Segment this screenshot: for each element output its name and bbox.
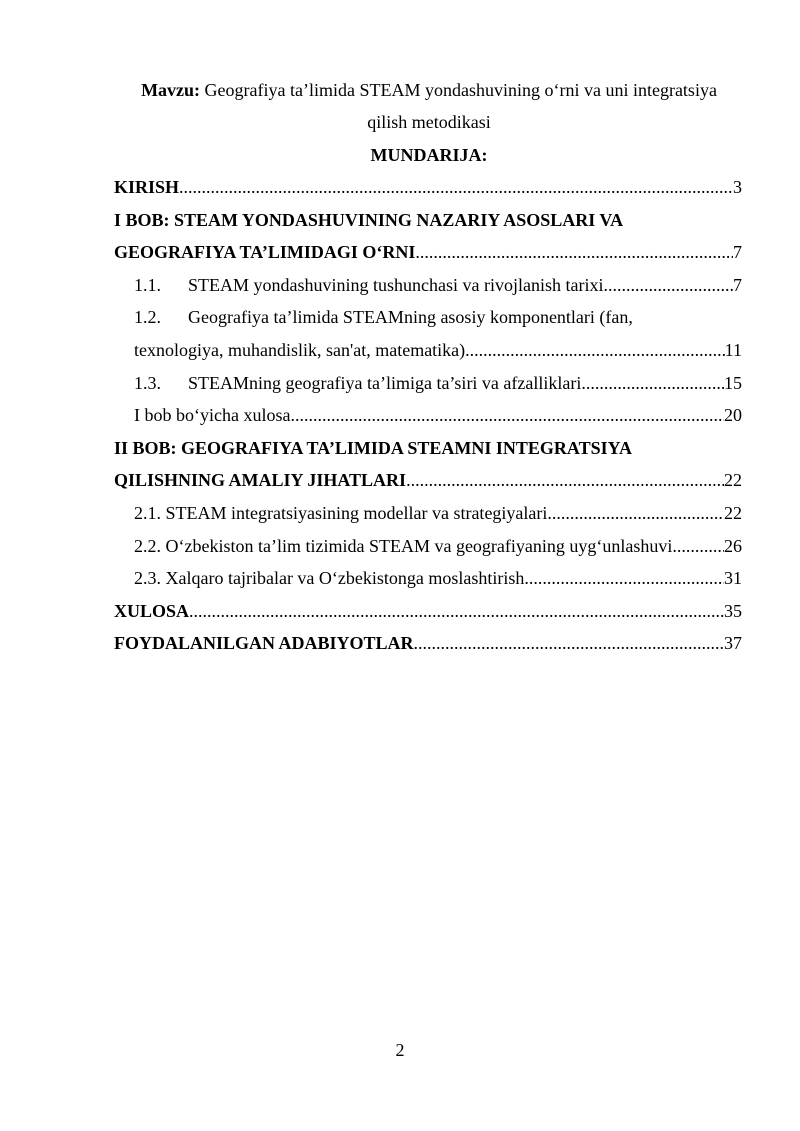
toc-entry-title: KIRISH: [114, 177, 180, 197]
toc-entry-2-1[interactable]: [114, 497, 742, 530]
dot-leader: [406, 464, 724, 497]
toc-entry-bob1-line1[interactable]: I BOB: STEAM YONDASHUVINING NAZARIY ASOSLARI VA: [114, 209, 624, 230]
toc-entry-page: 7: [733, 242, 742, 263]
toc-entry-page: 7: [733, 274, 742, 295]
toc-entry-page: 15: [724, 372, 742, 393]
dot-leader: [414, 627, 724, 660]
toc-entry-title: 2.3. Xalqaro tajribalar va O‘zbekistonga moslashtirish: [134, 568, 525, 589]
toc-entry-page: 35: [724, 600, 742, 621]
toc-entry-1-2[interactable]: [114, 334, 742, 367]
topic-text: Geografiya ta’limida STEAM yondashuvining o‘rni va uni integratsiya: [200, 80, 717, 100]
toc-entry-bob1-xulosa[interactable]: [114, 399, 742, 432]
toc-entry-page: 26: [724, 535, 742, 556]
toc-entry-2-2[interactable]: [114, 530, 742, 563]
toc-entry-title: FOYDALANILGAN ADABIYOTLAR: [114, 633, 414, 654]
dot-leader: [415, 236, 733, 269]
toc-entry-title: 2.1. STEAM integratsiyasining modellar va strategiyalari: [134, 502, 548, 523]
dot-leader: [672, 530, 724, 563]
dot-leader: [547, 497, 724, 530]
toc-entry-kirish[interactable]: [114, 171, 742, 204]
dot-leader: [189, 595, 724, 628]
toc-entry-title: XULOSA: [114, 600, 190, 621]
toc-entry-number: 1.1.: [134, 274, 161, 295]
toc-entry-number: 1.3.: [134, 372, 161, 393]
page-number: 2: [395, 1040, 405, 1060]
toc-entry-page: 37: [724, 633, 742, 654]
toc-entry-page: 11: [724, 339, 742, 360]
toc-entry-1-1[interactable]: [114, 269, 742, 302]
toc-entry-xulosa[interactable]: [114, 595, 742, 628]
toc-entry-adabiyotlar[interactable]: [114, 627, 742, 660]
toc-entry-1-2-line1[interactable]: [114, 301, 742, 334]
toc-entry-bob1[interactable]: [114, 236, 742, 269]
toc-entry-bob2-line1[interactable]: II BOB: GEOGRAFIYA TA’LIMIDA STEAMNI INTEGRATSIYA: [114, 437, 632, 458]
table-of-contents: [114, 171, 742, 660]
toc-entry-page: 3: [733, 177, 742, 197]
toc-entry-page: 22: [724, 502, 742, 523]
toc-entry-title: QILISHNING AMALIY JIHATLARI: [114, 470, 407, 491]
toc-entry-title: STEAM yondashuvining tushunchasi va rivojlanish tarixi: [188, 274, 604, 295]
toc-entry-page: 31: [724, 568, 742, 589]
toc-entry-title: STEAMning geografiya ta’limiga ta’siri va afzalliklari: [188, 372, 582, 393]
topic-text-line2: qilish metodikasi: [367, 112, 491, 132]
toc-entry-page: 22: [724, 470, 742, 491]
toc-entry-page: 20: [724, 405, 742, 426]
toc-entry-title: Geografiya ta’limida STEAMning asosiy komponentlari (fan,: [188, 307, 633, 328]
topic-block: [114, 74, 744, 138]
toc-entry-title: I bob bo‘yicha xulosa: [134, 405, 291, 426]
dot-leader: [581, 367, 724, 400]
toc-entry-title: texnologiya, muhandislik, san'at, matematika): [134, 339, 466, 360]
dot-leader: [524, 562, 724, 595]
dot-leader: [465, 334, 724, 367]
toc-entry-title: 2.2. O‘zbekiston ta’lim tizimida STEAM va geografiyaning uyg‘unlashuvi: [134, 535, 673, 556]
toc-entry-number: 1.2.: [134, 307, 161, 328]
toc-entry-2-3[interactable]: [114, 562, 742, 595]
dot-leader: [179, 171, 733, 204]
topic-label: Mavzu:: [141, 80, 201, 100]
dot-leader: [603, 269, 733, 302]
dot-leader: [290, 399, 724, 432]
toc-entry-title: GEOGRAFIYA TA’LIMIDAGI O‘RNI: [114, 242, 416, 263]
toc-entry-bob2[interactable]: [114, 464, 742, 497]
toc-heading: MUNDARIJA:: [370, 145, 488, 165]
toc-entry-1-3[interactable]: [114, 367, 742, 400]
